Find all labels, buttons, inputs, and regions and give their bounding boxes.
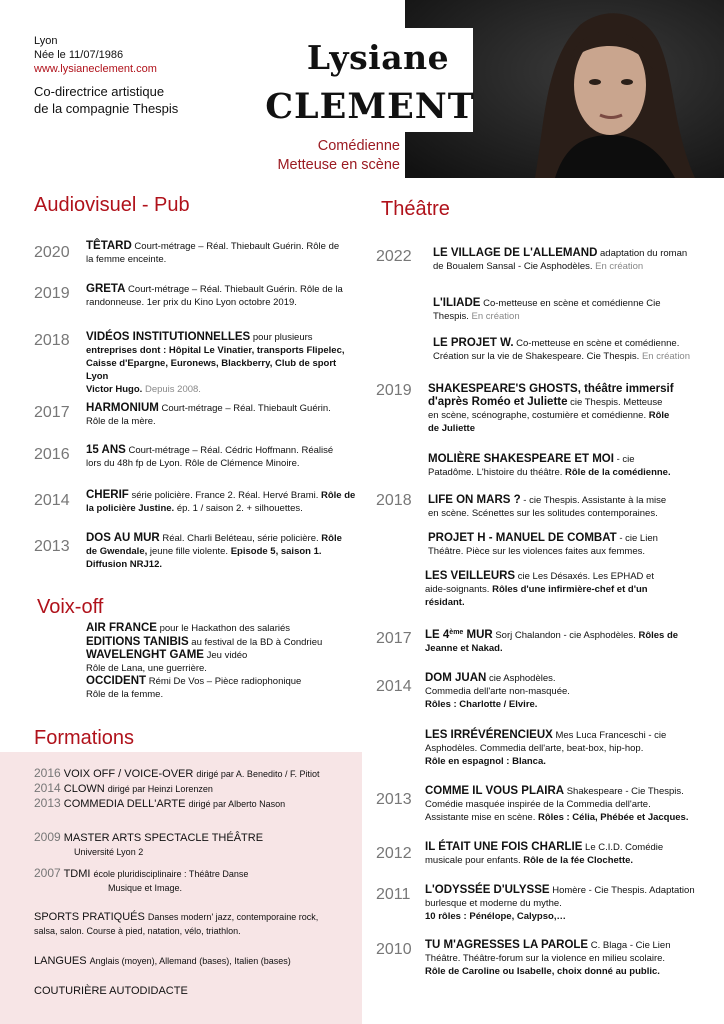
role-metteuse: Metteuse en scène [277,157,400,173]
first-name: Lysiane [306,38,450,77]
list-item: GRETA Court-métrage – Réal. Thiebault Guérin. Rôle de la randonneuse. 1er prix du Kino Lyon octobre 2019. [86,283,343,308]
section-title-theatre: Théâtre [381,198,450,220]
list-item: SHAKESPEARE'S GHOSTS, théâtre immersif d'après Roméo et Juliette cie Thespis. Metteuse en scène, scénographe, costumière et comédienne. Rôle de Juliette [428,383,674,434]
list-item: IL ÉTAIT UNE FOIS CHARLIE Le C.I.D. Comédie musicale pour enfants. Rôle de la fée Clochette. [425,841,664,866]
city: Lyon [34,35,58,47]
list-item: 2007 TDMI école pluridisciplinaire : Théâtre Danse Musique et Image. [34,866,249,893]
year-label: 2014 [376,678,412,695]
list-item: HARMONIUM Court-métrage – Réal. Thiebault Guérin. Rôle de la mère. [86,402,331,427]
list-item: LES VEILLEURS cie Les Désaxés. Les EPHAD et aide-soignants. Rôles d'une infirmière-chef et d'un résidant. [425,570,654,608]
year-label: 2013 [376,791,412,808]
list-item: DOS AU MUR Réal. Charli Beléteau, série policière. Rôle de Gwendale, jeune fille violente. Episode 5, saison 1. Diffusion NRJ12. [86,532,342,570]
list-item: 2014 CLOWN dirigé par Heinzi Lorenzen [34,781,213,795]
list-item: 2013 COMMEDIA DELL'ARTE dirigé par Alberto Nason [34,796,286,810]
list-item: LE PROJET W. Co-metteuse en scène et comédienne. Création sur la vie de Shakespeare. Cie Thespis. En création [433,337,690,362]
year-label: 2017 [376,630,412,647]
list-item: L'ODYSSÉE D'ULYSSE Homère - Cie Thespis. Adaptation burlesque et moderne du mythe. 10 rôles : Pénélope, Calypso,… [425,884,695,922]
year-label: 2010 [376,941,412,958]
list-item: DOM JUAN cie Asphodèles. Commedia dell'arte non-masquée. Rôles : Charlotte / Elvire. [425,672,570,710]
list-item: TU M'AGRESSES LA PAROLE C. Blaga - Cie Lien Théâtre. Théâtre-forum sur la violence en milieu scolaire. Rôle de Caroline ou Isabelle, choix donné au public. [425,939,671,977]
list-item: WAVELENGHT GAME Jeu vidéo Rôle de Lana, une guerrière. [86,649,248,674]
position-line1: Co-directrice artistique [34,84,165,99]
list-item: COMME IL VOUS PLAIRA Shakespeare - Cie Thespis. Comédie masquée inspirée de la Commedia dell'arte. Assistante mise en scène. Rôles : Célia, Phébée et Jacques. [425,785,689,823]
year-label: 2013 [34,538,70,555]
section-title-audiovisuel: Audiovisuel - Pub [34,194,190,216]
year-label: 2018 [34,332,70,349]
list-item: TÊTARD Court-métrage – Réal. Thiebault Guérin. Rôle de la femme enceinte. [86,240,340,265]
list-item: MOLIÈRE SHAKESPEARE ET MOI - cie Patadôme. L'histoire du théâtre. Rôle de la comédienne. [428,453,671,478]
year-label: 2022 [376,248,412,265]
sports-block: SPORTS PRATIQUÉS Danses modern' jazz, contemporaine rock, salsa, salon. Course à pied, natation, vélo, triathlon. [34,911,319,936]
couture-block: COUTURIÈRE AUTODIDACTE [34,985,188,997]
year-label: 2011 [376,886,411,903]
list-item: LES IRRÉVÉRENCIEUX Mes Luca Franceschi - cie Asphodèles. Commedia dell'arte, beat-box, hip-hop. Rôle en espagnol : Blanca. [425,729,667,767]
section-title-formations: Formations [34,727,135,749]
year-label: 2012 [376,845,412,862]
list-item: CHERIF série policière. France 2. Réal. Hervé Brami. Rôle de la policière Justine. ép. 1 / saison 2. + silhouettes. [86,489,356,514]
website-link[interactable]: www.lysianeclement.com [34,63,157,75]
year-label: 2014 [34,492,70,509]
year-label: 2019 [34,285,70,302]
list-item: L'ILIADE Co-metteuse en scène et comédienne Cie Thespis. En création [433,297,661,322]
list-item: PROJET H - MANUEL DE COMBAT - cie Lien Théâtre. Pièce sur les violences faites aux femmes. [428,532,658,557]
year-label: 2019 [376,382,412,399]
section-title-voix-off: Voix-off [37,596,104,618]
list-item: EDITIONS TANIBIS au festival de la BD à Condrieu [86,635,323,648]
position-line2: de la compagnie Thespis [34,101,179,116]
list-item: VIDÉOS INSTITUTIONNELLES pour plusieurs entreprises dont : Hôpital Le Vinatier, transports Flipelec, Caisse d'Epargne, Euronews, Blackberry, Club de sport Lyon Victor Hugo. Depuis 2008. [86,331,345,395]
list-item: LE VILLAGE DE L'ALLEMAND adaptation du roman de Boualem Sansal - Cie Asphodèles. En création [433,247,688,272]
voix-off-list [86,622,361,701]
last-name: CLEMENT [265,86,475,127]
year-label: 2020 [34,244,70,261]
year-label: 2018 [376,492,412,509]
list-item: LE 4ème MUR Sorj Chalandon - cie Asphodèles. Rôles de Jeanne et Nakad. [425,629,679,655]
list-item: 2009 MASTER ARTS SPECTACLE THÉÂTRE Université Lyon 2 [34,830,264,857]
formations-list [34,766,359,811]
list-item: 15 ANS Court-métrage – Réal. Cédric Hoffmann. Réalisé lors du 48h fp de Lyon. Rôle de Clémence Minoire. [86,444,334,469]
list-item: OCCIDENT Rémi De Vos – Pièce radiophonique Rôle de la femme. [86,675,302,700]
role-comedienne: Comédienne [317,138,400,154]
list-item: 2016 VOIX OFF / VOICE-OVER dirigé par A. Benedito / F. Pitiot [34,766,320,780]
year-label: 2016 [34,446,70,463]
langues-block: LANGUES Anglais (moyen), Allemand (bases), Italien (bases) [34,955,291,967]
year-label: 2017 [34,404,70,421]
list-item: LIFE ON MARS ? - cie Thespis. Assistante à la mise en scène. Scénettes sur les solitudes contemporaines. [428,494,667,519]
list-item: AIR FRANCE pour le Hackathon des salariés [86,622,290,634]
birth-date: Née le 11/07/1986 [34,49,124,61]
